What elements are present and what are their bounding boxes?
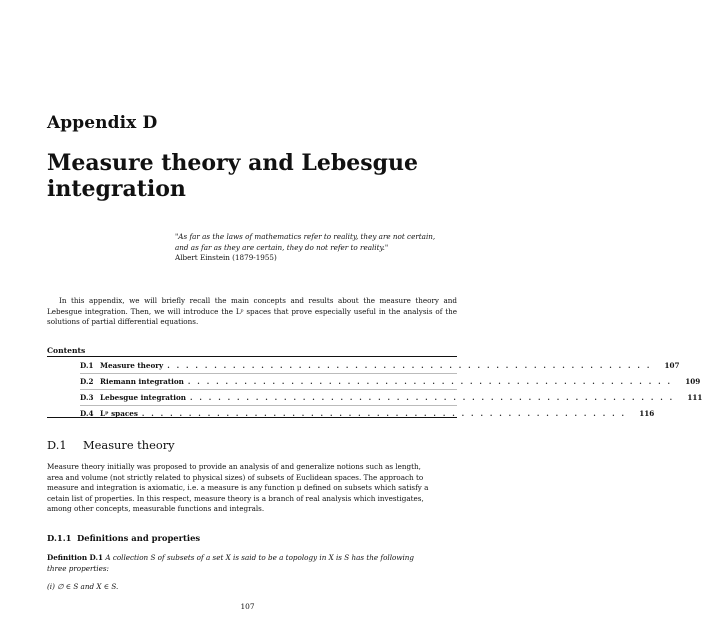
subsection-title: Definitions and properties — [77, 533, 201, 543]
toc-entry-page: 107 — [664, 361, 680, 370]
table-of-contents — [80, 358, 702, 421]
epigraph-line: and as far as they are certain, they do not refer to reality." — [175, 242, 389, 252]
contents-bottom-rule — [47, 417, 457, 418]
toc-entry[interactable] — [80, 374, 701, 390]
toc-entry-title: Riemann integration — [100, 377, 184, 386]
subsection-heading — [47, 533, 200, 543]
chapter-title: Measure theory and Lebesgue integration — [47, 150, 418, 202]
paragraph-line: measure and integration is axiomatic, i.e. a measure is any function μ defined on subsets which satisfy a — [47, 483, 429, 493]
epigraph-author: Albert Einstein (1879-1955) — [175, 253, 277, 263]
toc-entry-page: 111 — [687, 393, 702, 402]
paragraph-line: area and volume (not strictly related to physical sizes) of subsets of Euclidean spaces. The approach to — [47, 472, 424, 482]
toc-entry-number: D.4 — [80, 409, 94, 418]
toc-entry-number: D.1 — [80, 361, 94, 370]
toc-leader-dots: . . . . . . . . . . . . . . . . . . . . . . . . . . . . . . . . . . . . . . . . . . . . . . . . . . . . — [190, 393, 675, 402]
definition-item: (i) ∅ ∈ S and X ∈ S. — [47, 582, 119, 591]
appendix-label: Appendix D — [47, 113, 158, 133]
subsection-number: D.1.1 — [47, 533, 72, 543]
paragraph-line: Measure theory initially was proposed to provide an analysis of and generalize notions such as length, — [47, 462, 421, 471]
toc-entry[interactable] — [80, 406, 655, 421]
toc-leader-dots: . . . . . . . . . . . . . . . . . . . . . . . . . . . . . . . . . . . . . . . . . . . . . . . . . . . . — [141, 409, 627, 418]
toc-entry-title: Measure theory — [100, 361, 164, 370]
section-number: D.1 — [47, 438, 67, 452]
page-number: 107 — [240, 602, 255, 611]
section-title: Measure theory — [83, 438, 175, 452]
section-heading — [47, 438, 175, 452]
toc-leader-dots: . . . . . . . . . . . . . . . . . . . . . . . . . . . . . . . . . . . . . . . . . . . . . . . . . . . . — [187, 377, 673, 386]
epigraph — [175, 232, 455, 264]
paragraph-line: among other concepts, measurable functions and integrals. — [47, 504, 265, 514]
intro-paragraph — [47, 296, 457, 328]
definition-label: Definition D.1 — [47, 553, 104, 562]
toc-leader-dots: . . . . . . . . . . . . . . . . . . . . . . . . . . . . . . . . . . . . . . . . . . . . . . . . . . . . — [167, 361, 652, 370]
toc-entry-number: D.2 — [80, 377, 94, 386]
contents-heading: Contents — [47, 346, 86, 355]
toc-entry[interactable] — [80, 390, 702, 406]
contents-top-rule — [47, 356, 457, 357]
toc-entry-number: D.3 — [80, 393, 94, 402]
toc-entry-page: 109 — [685, 377, 701, 386]
toc-entry-page: 116 — [639, 409, 655, 418]
definition-text: three properties: — [47, 563, 109, 573]
section-paragraph — [47, 462, 457, 515]
toc-entry-title: Lebesgue integration — [100, 393, 186, 402]
definition-block — [47, 553, 457, 574]
epigraph-line: "As far as the laws of mathematics refer to reality, they are not certain, — [175, 232, 436, 241]
definition-text: A collection S of subsets of a set X is said to be a topology in X is S has the following — [105, 553, 415, 562]
intro-text: In this appendix, we will briefly recall the main concepts and results about the measure theory and Lebesgue integration. Then, we will introduce the Lᵖ spaces that prove especially useful in the analysis of the solutions of partial differential equations. — [47, 296, 457, 327]
paragraph-line: cetain list of properties. In this respect, measure theory is a branch of real analysis which investigates, — [47, 493, 424, 503]
toc-entry-title: Lᵖ spaces — [100, 409, 138, 418]
toc-entry[interactable] — [80, 358, 680, 374]
